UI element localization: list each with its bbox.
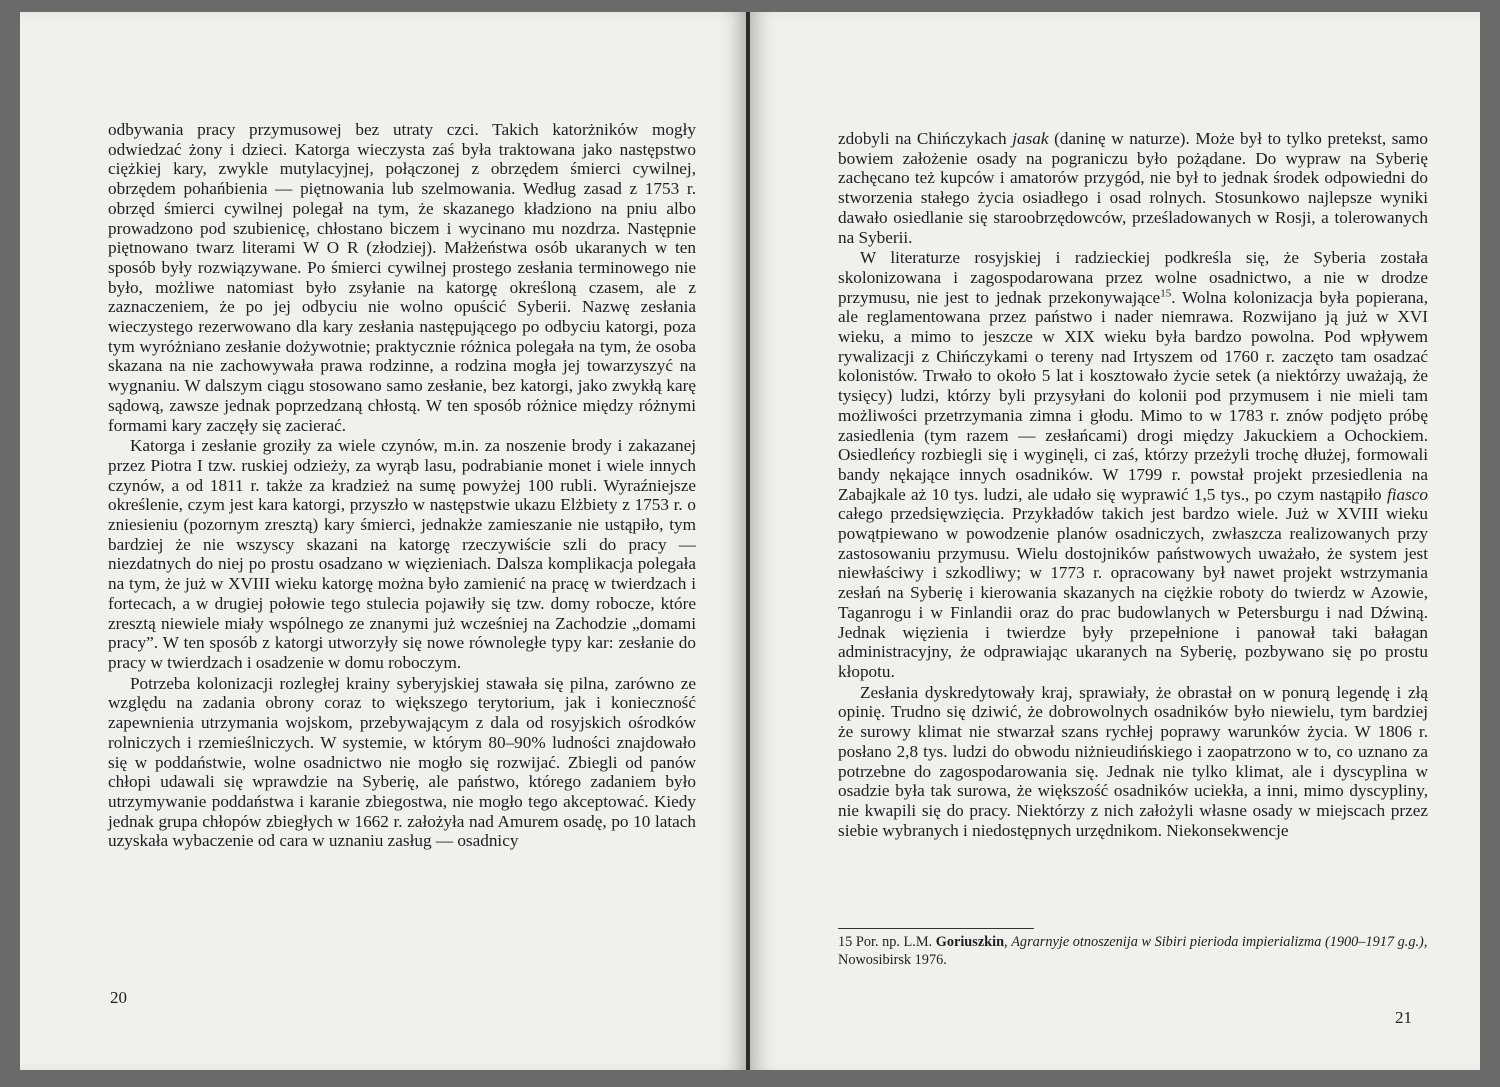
right-paragraph-1 xyxy=(838,129,1428,247)
left-paragraph-1: odbywania pracy przymusowej bez utraty czci. Takich katorżników mogły odwiedzać żony i dzieci. Katorga wieczysta zaś była traktowana jako następstwo ciężkiej kary, zwykle mutylacyjnej, połączonej z obrzędem śmierci cywilnej, obrzędem pohańbienia — piętnowania lub szelmowania. Według zasad z 1753 r. obrzęd śmierci cywilnej polegał na tym, że skazanego kładziono na pniu albo prowadzono pod szubienicę, chłostano biczem i wycinano mu nozdrza. Następnie piętnowano twarz literami W O R (złodziej). Małżeństwa osób ukaranych w ten sposób były rozwiązywane. Po śmierci cywilnej prostego zesłania terminowego nie było, możliwe natomiast było zsyłanie na katorgę określoną czasem, ale z zaznaczeniem, że po jej odbyciu nie wolno opuścić Syberii. Nazwę zesłania wieczystego rezerwowano dla kary zesłania następującego po odbyciu katorgi, poza tym wyróżniano zesłanie dożywotnie; praktycznie różnica polegała na tym, że osoba skazana na nie zachowywała prawa rodzinne, a rodzina mogła jej towarzyszyć na wygnaniu. W dalszym ciągu stosowano samo zesłanie, bez katorgi, jako zwykłą karę sądową, zawsze jednak poprzedzaną chłostą. W ten sposób różnice między różnymi formami kary zaczęły się zacierać. xyxy=(108,120,696,435)
right-paragraph-2-part-b: . Wolna kolonizacja była popierana, ale reglamentowana przez państwo i nader niemrawa. Rozwijano ją już w XVI wieku, a mimo to jeszcze w XIX wieku była bardzo powolna. Pod wpływem rywalizacji z Chińczykami o tereny nad Irtyszem od 1760 r. zaczęto tam osadzać kolonistów. Trwało to około 5 lat i kosztowało życie setek (a niektórzy uważają, że tysięcy) ludzi, którzy byli przysyłani do kolonii pod przymusem i nie mieli tam możliwości przetrzymania zimna i głodu. Mimo to w 1783 r. znów podjęto próbę zasiedlenia (tym razem — zesłańcami) drogi między Jakuckiem a Ochockiem. Osiedleńcy rozbiegli się i wyginęli, ci zaś, którzy przeżyli trochę dłużej, formowali bandy nękające innych osadników. W 1799 r. powstał projekt przesiedlenia na Zabajkale aż 10 tys. ludzi, ale udało się wyprawić 1,5 tys., po czym nastąpiło xyxy=(838,287,1428,504)
right-paragraph-2-part-c: całego przedsięwzięcia. Przykładów takich jest bardzo wiele. Już w XVIII wieku powątpiewano w powodzenie planów osadniczych, zwłaszcza realizowanych przy zastosowaniu przymusu. Wielu dostojników państwowych uważało, że system jest niewłaściwy i szkodliwy; w 1773 r. opracowany był nawet projekt wstrzymania zesłań na Syberię i kierowania skazanych na ciężkie roboty do twierdz w Azowie, Taganrogu i w Finlandii oraz do prac budowlanych w Petersburgu i nad Dźwiną. Jednak więzienia i twierdze były przepełnione i panował taki bałagan administracyjny, że odprawiając ukaranych na Syberię, pozbywano się po prostu kłopotu. xyxy=(838,504,1428,681)
footnote: 15 Por. np. L.M. Goriuszkin, Agrarnyje otnoszenija w Sibiri pierioda impierializma (1900–1917 g.g.), Nowosibirsk 1976. xyxy=(838,934,1428,968)
left-page xyxy=(20,12,746,1070)
right-paragraph-3: Zesłania dyskredytowały kraj, sprawiały, że obrastał on w ponurą legendę i złą opinię. Trudno się dziwić, że dobrowolnych osadników było niewielu, tym bardziej że surowy klimat nie stwarzał szans rychłej poprawy warunków życia. W 1806 r. posłano 2,8 tys. ludzi do obwodu niżnieudińskiego i zaopatrzono w to, co uznano za potrzebne do zagospodarowania się. Jednak nie tylko klimat, ale i dyscyplina w osadzie była tak surowa, że większość osadników uciekła, a inni, mimo dyscypliny, nie kwapili się do pracy. Niektórzy z nich założyli własne osady w miejscach przez siebie wybranych i niedostępnych urzędnikom. Niekonsekwencje xyxy=(838,682,1428,840)
term-jasak: jasak xyxy=(1012,129,1049,148)
right-page xyxy=(750,12,1480,1070)
book-spread xyxy=(20,12,1480,1070)
footnote-rest: , Nowosibirsk 1976. xyxy=(838,934,1428,968)
left-page-text xyxy=(108,120,696,851)
footnote-number: 15 Por. np. L.M. xyxy=(838,934,936,950)
right-paragraph-1-part-b: (daninę w naturze). Może był to tylko pretekst, samo bowiem założenie osady na pograniczu było pożądane. Do wypraw na Syberię zachęcano też kupców i amatorów przygód, nie był to jednak środek odpowiedni do stworzenia stałego życia osiadłego i osad rolnych. Stosunkowo najlepsze wyniki dawało osiedlanie się staroobrzędowców, prześladowanych w Rosji, a tolerowanych na Syberii. xyxy=(838,129,1429,247)
footnote-title: Agrarnyje otnoszenija w Sibiri pierioda impierializma (1900–1917 g.g.) xyxy=(1011,934,1424,950)
term-fiasco: fiasco xyxy=(1386,484,1428,504)
footnote-reference: 15 xyxy=(1160,286,1172,299)
left-paragraph-2: Katorga i zesłanie groziły za wiele czynów, m.in. za noszenie brody i zakazanej przez Piotra I tzw. ruskiej odzieży, za wyrąb lasu, podrabianie monet i wiele innych czynów, a od 1811 r. także za kradzież na sumę powyżej 100 rubli. Wyraźniejsze określenie, czym jest kara katorgi, przyszło w następstwie ukazu Elżbiety z 1753 r. o zniesieniu (pozornym zresztą) kary śmierci, jednakże zamieszanie nie ustąpiło, tym bardziej że nie wszyscy skazani na katorgę rzeczywiście szli do pracy — niezdatnych do niej po prostu osadzano w więzieniach. Dalsza komplikacja polegała na tym, że już w XVIII wieku katorgę można było zamienić na pracę w twierdzach i fortecach, a w drugiej połowie tego stulecia pojawiły się tzw. domy robocze, które zresztą niewiele miały wspólnego ze znanymi już wcześniej na Zachodzie „domami pracy”. W ten sposób z katorgi utworzyły się nowe równoległe typy kar: zesłanie do pracy w twierdzach i osadzenie w domu roboczym. xyxy=(108,436,696,672)
right-page-text xyxy=(838,129,1428,840)
right-paragraph-1-part-a: zdobyli na Chińczykach xyxy=(838,129,1013,148)
left-page-number: 20 xyxy=(110,988,127,1007)
footnote-author: Goriuszkin xyxy=(935,934,1005,950)
right-page-number: 21 xyxy=(1395,1008,1412,1027)
right-paragraph-2-part-a: W literaturze rosyjskiej i radzieckiej podkreśla się, że Syberia została skolonizowana i zagospodarowana przez wolne osadnictwo, a nie w drodze przymusu, nie jest to jednak przekonywające xyxy=(838,248,1428,307)
footnote-divider xyxy=(838,928,1034,929)
right-paragraph-2 xyxy=(838,248,1428,681)
left-paragraph-3: Potrzeba kolonizacji rozległej krainy syberyjskiej stawała się pilna, zarówno ze względu na zadania obrony coraz to większego terytorium, jak i konieczność zapewnienia utrzymania wojskom, przebywającym z dala od rosyjskich ośrodków rolniczych i rzemieślniczych. W systemie, w którym 80–90% ludności znajdowało się w poddaństwie, wolne osadnictwo nie mogło się rozwijać. Zbiegli od panów chłopi udawali się wprawdzie na Syberię, ale państwo, którego zadaniem było utrzymywanie poddaństwa i karanie zbiegostwa, nie mogło tego akceptować. Kiedy jednak grupa chłopów zbiegłych w 1662 r. założyła nad Amurem osadę, po 10 latach uzyskała wybaczenie od cara w uznaniu zasług — osadnicy xyxy=(108,673,696,851)
